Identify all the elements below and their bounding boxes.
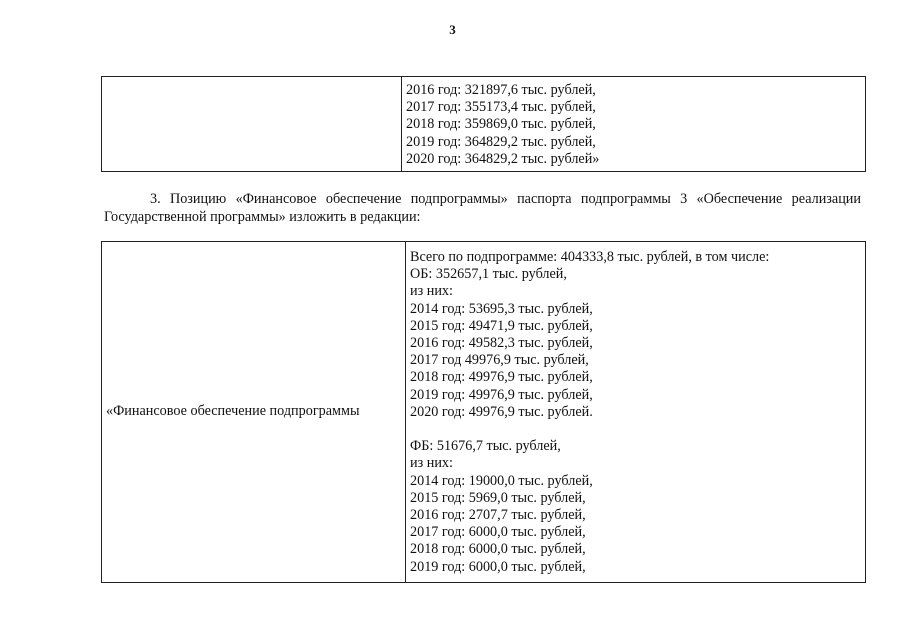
page-number: 3 xyxy=(449,22,456,37)
ob-year-line: 2017 год 49976,9 тыс. рублей, xyxy=(410,352,589,369)
ob-year-line: 2019 год: 49976,9 тыс. рублей, xyxy=(410,386,593,403)
table-cell-values xyxy=(406,242,866,583)
fb-year-line: 2017 год: 6000,0 тыс. рублей, xyxy=(410,524,586,541)
fb-year-line: 2014 год: 19000,0 тыс. рублей, xyxy=(410,472,593,489)
ob-total-line: ОБ: 352657,1 тыс. рублей, xyxy=(410,266,567,283)
fb-year-line: 2019 год: 6000,0 тыс. рублей, xyxy=(410,558,586,575)
ob-year-line: 2020 год: 49976,9 тыс. рублей. xyxy=(410,403,593,420)
ob-year-line: 2015 год: 49471,9 тыс. рублей, xyxy=(410,317,593,334)
funding-line: 2016 год: 321897,6 тыс. рублей, xyxy=(406,82,596,98)
table-cell-label xyxy=(102,77,402,172)
table-row xyxy=(102,77,866,172)
funding-line: 2018 год: 359869,0 тыс. рублей, xyxy=(406,116,596,133)
table-cell-values xyxy=(402,77,866,172)
ob-year-line: 2016 год: 49582,3 тыс. рублей, xyxy=(410,335,593,352)
table-cell-label: «Финансовое обеспечение подпрограммы xyxy=(102,242,406,583)
funding-total-line: Всего по подпрограмме: 404333,8 тыс. рублей, в том числе: xyxy=(410,249,770,265)
funding-line: 2020 год: 364829,2 тыс. рублей» xyxy=(406,150,600,167)
fb-total-line: ФБ: 51676,7 тыс. рублей, xyxy=(410,438,561,455)
table-row xyxy=(102,242,866,583)
of-which-line: из них: xyxy=(410,283,453,300)
amendment-paragraph: 3. Позицию «Финансовое обеспечение подпрограммы» паспорта подпрограммы 3 «Обеспечение реализации Государственной программы» изложить в редакции: xyxy=(104,191,861,225)
funding-table-continued xyxy=(101,76,866,172)
ob-year-line: 2014 год: 53695,3 тыс. рублей, xyxy=(410,300,593,317)
ob-year-line: 2018 год: 49976,9 тыс. рублей, xyxy=(410,369,593,386)
blank-line xyxy=(410,421,865,438)
funding-line: 2017 год: 355173,4 тыс. рублей, xyxy=(406,99,596,116)
fb-year-line: 2016 год: 2707,7 тыс. рублей, xyxy=(410,507,586,524)
fb-year-line: 2015 год: 5969,0 тыс. рублей, xyxy=(410,489,586,506)
fb-year-line: 2018 год: 6000,0 тыс. рублей, xyxy=(410,541,586,558)
of-which-line: из них: xyxy=(410,455,453,472)
funding-line: 2019 год: 364829,2 тыс. рублей, xyxy=(406,133,596,150)
subprogram-funding-table xyxy=(101,241,866,583)
